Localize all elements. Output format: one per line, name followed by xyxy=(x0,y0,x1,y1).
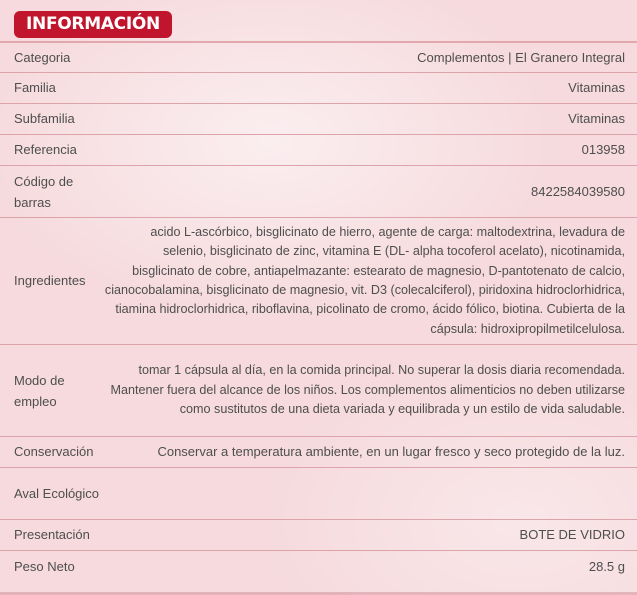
info-table xyxy=(0,43,637,582)
table-row xyxy=(0,73,637,104)
row-value-peso-neto: 28.5 g xyxy=(588,558,625,574)
table-row xyxy=(0,345,637,437)
row-label-referencia: Referencia xyxy=(14,142,77,157)
row-label-familia: Familia xyxy=(14,80,56,95)
row-value-ingredientes: acido L-ascórbico, bisglicinato de hierro, agente de carga: maltodextrina, levadura de selenio, bisglicinato de zinc, vitamina E (DL- alpha tocoferol acelato), nicotinamida, bisglicinato de cobre, antiapelmazante: estearato de magnesio, D-pantotenato de calcio, cianocobalamina, bisglicinato de magnesio, vit. D3 (colecalciferol), piridoxina hidroclorhidrica, tiamina hidroclorhidrica, riboflavina, picolinato de cromo, ácido fólico, biotina. Cubierta de la cápsula: hidroxipropilmetilcelulosa. xyxy=(104,224,625,336)
row-label-presentacion: Presentación xyxy=(14,527,90,542)
row-label-codigo-barras: Código de barras xyxy=(14,173,74,210)
row-label-aval-ecologico: Aval Ecológico xyxy=(14,486,100,501)
table-row xyxy=(0,166,637,218)
table-row xyxy=(0,551,637,582)
table-row xyxy=(0,43,637,73)
row-label-ingredientes: Ingredientes xyxy=(14,273,86,288)
row-value-conservacion: Conservar a temperatura ambiente, en un lugar fresco y seco protegido de la luz. xyxy=(157,444,625,460)
row-value-categoria: Complementos | El Granero Integral xyxy=(417,49,625,65)
table-row xyxy=(0,520,637,551)
row-label-peso-neto: Peso Neto xyxy=(14,558,75,574)
table-row xyxy=(0,104,637,135)
table-row xyxy=(0,218,637,345)
table-row xyxy=(0,437,637,468)
row-value-codigo-barras: 8422584039580 xyxy=(531,183,625,199)
row-value-familia: Vitaminas xyxy=(568,80,625,96)
row-label-categoria: Categoria xyxy=(14,49,71,65)
info-section-title: INFORMACIÓN xyxy=(14,11,172,38)
row-value-presentacion: BOTE DE VIDRIO xyxy=(519,527,625,543)
table-row xyxy=(0,135,637,166)
table-row xyxy=(0,468,637,520)
row-value-modo-empleo: tomar 1 cápsula al día, en la comida principal. No superar la dosis diaria recomendada. Mantener fuera del alcance de los niños. Los complementos alimenticios no deben utilizarse como sustitutos de una dieta variada y equilibrada y un estilo de vida saludable. xyxy=(110,363,625,417)
row-label-subfamilia: Subfamilia xyxy=(14,111,75,126)
row-label-modo-empleo: Modo de empleo xyxy=(14,372,65,409)
row-value-referencia: 013958 xyxy=(581,142,625,158)
row-label-conservacion: Conservación xyxy=(14,444,94,459)
row-value-subfamilia: Vitaminas xyxy=(568,111,625,127)
